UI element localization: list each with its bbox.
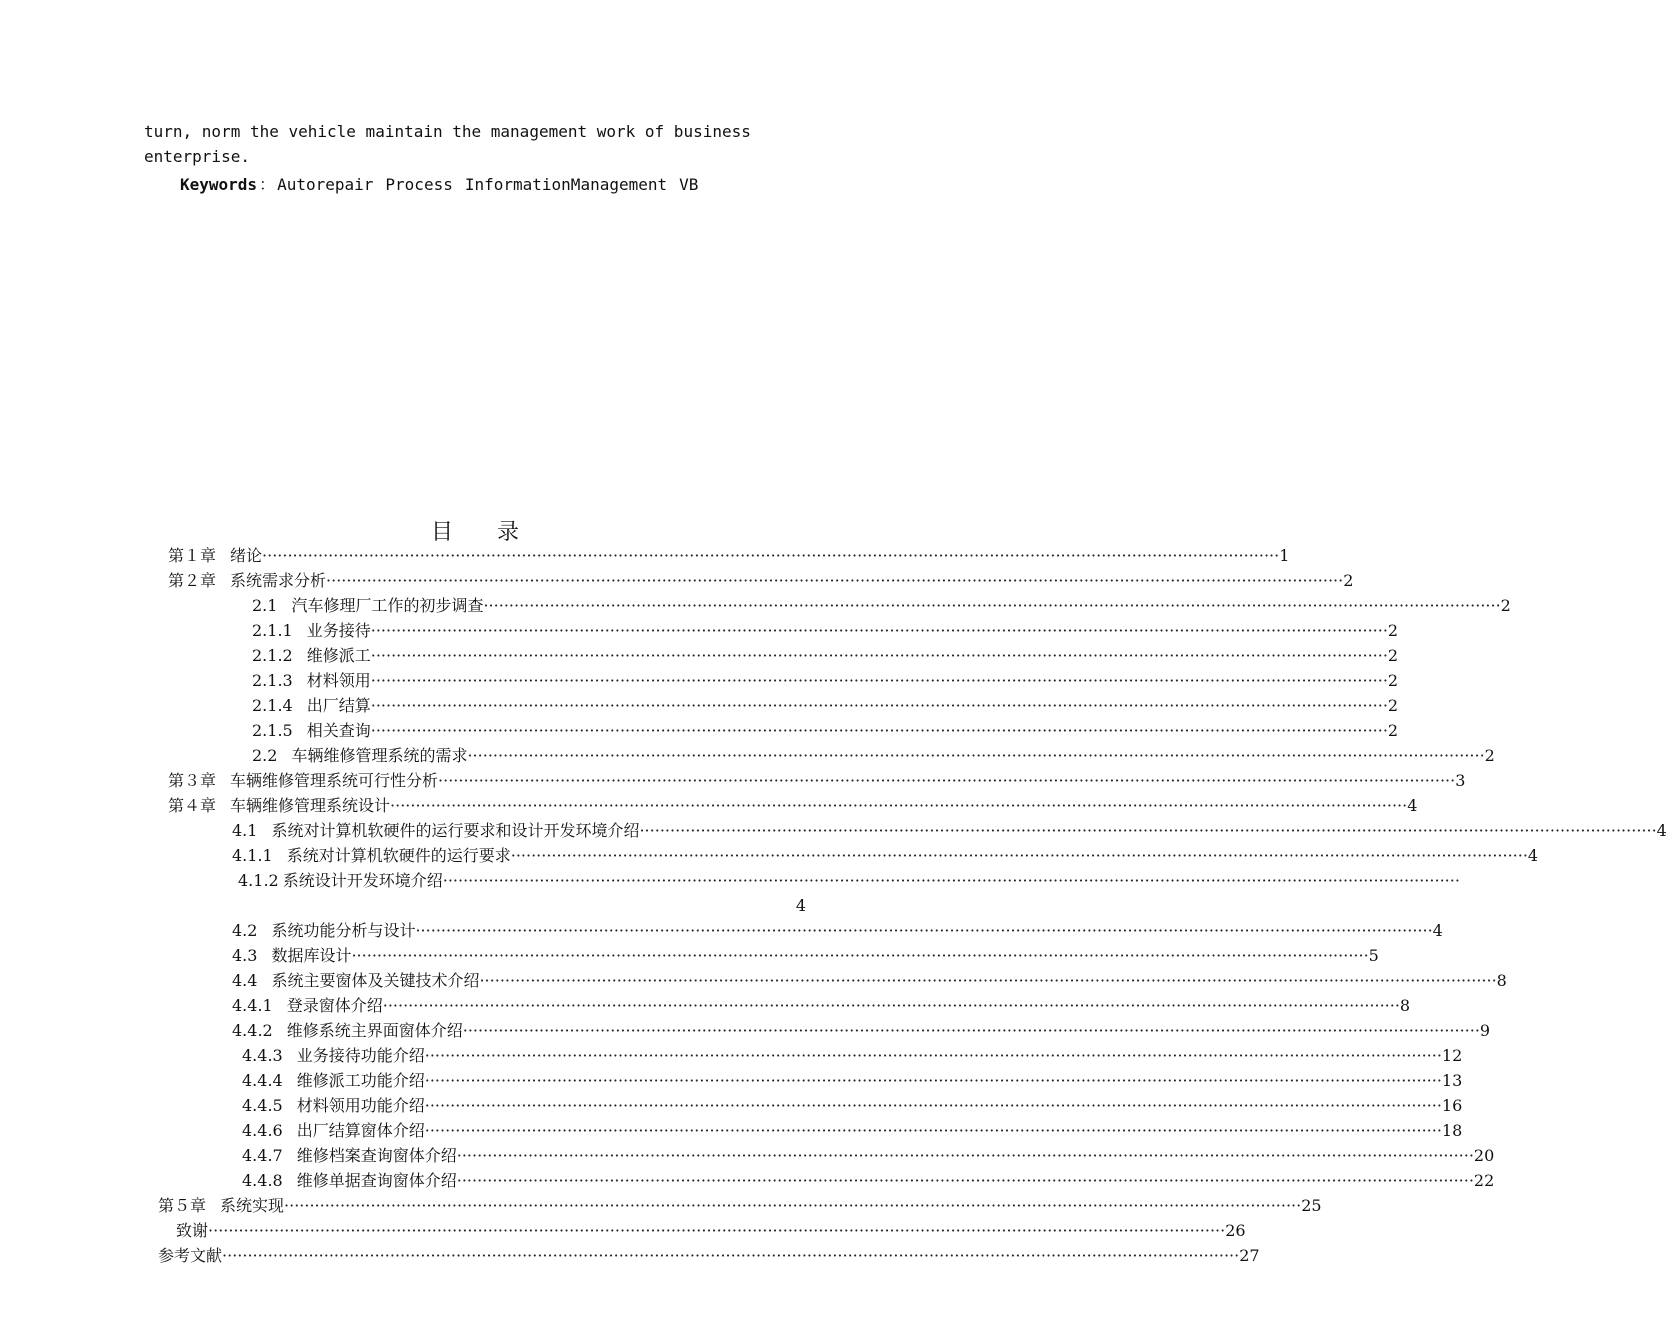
toc-leader-dots: ········································································································································································································ — [639, 821, 1657, 840]
toc-entry[interactable] — [252, 743, 1495, 768]
keywords-separator: ： — [259, 175, 276, 194]
toc-entry-page: 4 — [1432, 921, 1443, 940]
toc-entry-number: 第３章 — [168, 771, 217, 790]
toc-entry[interactable] — [242, 1168, 1495, 1193]
toc-leader-dots: ········································································································································································································ — [510, 846, 1528, 865]
toc-leader-dots: ········································································································································································································ — [390, 796, 1408, 815]
toc-entry-page: 16 — [1441, 1096, 1463, 1115]
toc-entry[interactable] — [158, 1243, 1260, 1268]
toc-entry-number: 第１章 — [168, 546, 217, 565]
toc-entry-page: 12 — [1441, 1046, 1463, 1065]
toc-entry[interactable] — [242, 1068, 1463, 1093]
toc-entry-title: 登录窗体介绍 — [286, 996, 383, 1015]
toc-leader-dots: ········································································································································································································ — [479, 971, 1497, 990]
toc-entry-title: 汽车修理厂工作的初步调查 — [291, 596, 484, 615]
toc-title: 目 录 — [430, 520, 519, 545]
toc-entry-title: 参考文献 — [158, 1246, 223, 1265]
toc-leader-dots: ········································································································································································································ — [370, 671, 1388, 690]
toc-entry-page: 2 — [1387, 696, 1399, 715]
toc-entry-page: 2 — [1343, 571, 1354, 590]
toc-entry-page: 2 — [1484, 746, 1495, 765]
toc-entry-number: 4.4.3 — [242, 1046, 283, 1065]
toc-leader-dots: ········································································································································································································ — [262, 546, 1280, 565]
toc-entry[interactable] — [232, 818, 1667, 843]
toc-entry-page: 4 — [795, 896, 806, 915]
toc-leader-dots: ········································································································································································································ — [208, 1221, 1226, 1240]
toc-leader-dots: ········································································································································································································ — [415, 921, 1433, 940]
toc-entry[interactable] — [252, 593, 1511, 618]
toc-entry-number: 2.2 — [252, 746, 278, 765]
toc-entry-title: 维修系统主界面窗体介绍 — [286, 1021, 463, 1040]
toc-entry[interactable] — [232, 1018, 1491, 1043]
toc-entry-number: 第５章 — [158, 1196, 207, 1215]
toc-leader-dots: ········································································································································································································ — [424, 1121, 1442, 1140]
toc-entry-page: 2 — [1387, 721, 1399, 740]
abstract-text-line: turn, norm the vehicle maintain the management work of business — [144, 122, 751, 141]
toc-entry-page: 25 — [1301, 1196, 1322, 1215]
toc-entry-number: 2.1.2 — [252, 646, 293, 665]
toc-entry-page: 1 — [1279, 546, 1290, 565]
toc-entry[interactable] — [238, 868, 1460, 918]
toc-leader-dots: ········································································································································································································ — [456, 1146, 1474, 1165]
toc-leader-dots: ········································································································································································································ — [351, 946, 1369, 965]
toc-entry-number: 2.1.4 — [252, 696, 293, 715]
toc-entry-number: 2.1.3 — [252, 671, 293, 690]
toc-entry-title: 业务接待 — [306, 621, 371, 640]
toc-leader-dots: ········································································································································································································ — [370, 696, 1388, 715]
toc-entry-number: 4.4.7 — [242, 1146, 283, 1165]
toc-leader-dots: ········································································································································································································ — [424, 1046, 1442, 1065]
toc-entry-number: 4.2 — [232, 921, 258, 940]
keyword: InformationManagement — [464, 175, 668, 194]
toc-entry-title: 系统对计算机软硬件的运行要求 — [286, 846, 511, 865]
toc-entry[interactable] — [242, 1043, 1463, 1068]
toc-entry-title: 系统实现 — [220, 1196, 285, 1215]
toc-leader-dots: ········································································································································································································ — [284, 1196, 1302, 1215]
toc-leader-dots: ········································································································································································································ — [370, 721, 1388, 740]
toc-entry-number: 4.3 — [232, 946, 258, 965]
toc-entry-title: 系统对计算机软硬件的运行要求和设计开发环境介绍 — [271, 821, 640, 840]
toc-entry-number: 第４章 — [168, 796, 217, 815]
toc-entry-title: 车辆维修管理系统设计 — [230, 796, 391, 815]
toc-leader-dots: ········································································································································································································ — [424, 1096, 1442, 1115]
toc-entry-page: 27 — [1239, 1246, 1260, 1265]
toc-entry-number: 4.4.4 — [242, 1071, 283, 1090]
toc-entry[interactable] — [176, 1218, 1246, 1243]
toc-entry-title: 业务接待功能介绍 — [296, 1046, 425, 1065]
toc-entry[interactable] — [232, 843, 1539, 868]
toc-leader-dots: ········································································································································································································ — [442, 871, 1460, 890]
toc-entry[interactable] — [252, 668, 1399, 693]
toc-entry-page: 2 — [1387, 646, 1399, 665]
toc-leader-dots: ········································································································································································································ — [370, 646, 1388, 665]
toc-leader-dots: ········································································································································································································ — [456, 1171, 1474, 1190]
toc-entry-number: 4.4 — [232, 971, 258, 990]
toc-entry-title: 出厂结算窗体介绍 — [296, 1121, 425, 1140]
toc-entry[interactable] — [252, 643, 1399, 668]
toc-entry-number: 2.1 — [252, 596, 278, 615]
toc-entry-page: 2 — [1387, 621, 1399, 640]
toc-entry-page: 2 — [1500, 596, 1511, 615]
toc-entry[interactable] — [252, 693, 1399, 718]
toc-entry-number: 2.1.1 — [252, 621, 293, 640]
toc-entry[interactable] — [252, 618, 1399, 643]
toc-leader-dots: ········································································································································································································ — [326, 571, 1344, 590]
toc-entry-page: 5 — [1368, 946, 1379, 965]
toc-entry[interactable] — [168, 768, 1466, 793]
toc-entry-number: 4.4.1 — [232, 996, 273, 1015]
toc-entry-title: 系统功能分析与设计 — [271, 921, 416, 940]
toc-leader-dots: ········································································································································································································ — [222, 1246, 1240, 1265]
toc-entry[interactable] — [168, 543, 1290, 568]
toc-entry-page: 8 — [1496, 971, 1507, 990]
toc-entry-number: 4.4.5 — [242, 1096, 283, 1115]
toc-entry-number: 4.1.2 — [238, 871, 279, 890]
keyword: Process — [385, 175, 453, 194]
toc-entry-number: 2.1.5 — [252, 721, 293, 740]
toc-entry-page: 4 — [1527, 846, 1539, 865]
toc-entry-number: 第２章 — [168, 571, 217, 590]
toc-entry-page: 2 — [1387, 671, 1399, 690]
toc-entry-page: 8 — [1399, 996, 1411, 1015]
toc-entry-number: 4.4.6 — [242, 1121, 283, 1140]
toc-entry-title: 相关查询 — [306, 721, 371, 740]
toc-entry-page: 4 — [1656, 821, 1667, 840]
toc-entry[interactable] — [252, 718, 1399, 743]
toc-entry-page: 20 — [1473, 1146, 1495, 1165]
toc-entry[interactable] — [168, 793, 1418, 818]
toc-entry-number: 4.1.1 — [232, 846, 273, 865]
toc-leader-dots: ········································································································································································································ — [467, 746, 1485, 765]
toc-entry-title: 材料领用功能介绍 — [296, 1096, 425, 1115]
toc-entry[interactable] — [232, 918, 1443, 943]
toc-entry-title: 出厂结算 — [306, 696, 371, 715]
toc-entry-page: 13 — [1441, 1071, 1463, 1090]
toc-entry[interactable] — [242, 1093, 1463, 1118]
toc-entry-title: 致谢 — [176, 1221, 209, 1240]
toc-entry[interactable] — [232, 993, 1411, 1018]
toc-entry[interactable] — [158, 1193, 1322, 1218]
toc-entry-title: 维修派工功能介绍 — [296, 1071, 425, 1090]
toc-leader-dots: ········································································································································································································ — [424, 1071, 1442, 1090]
toc-entry-title: 系统需求分析 — [230, 571, 327, 590]
toc-entry-title: 维修派工 — [306, 646, 371, 665]
toc-entry-page: 4 — [1407, 796, 1418, 815]
keywords-label: Keywords — [180, 175, 258, 194]
toc-entry[interactable] — [232, 968, 1507, 993]
toc-leader-dots: ········································································································································································································ — [382, 996, 1400, 1015]
keyword: Autorepair — [277, 175, 374, 194]
toc-entry-title: 系统主要窗体及关键技术介绍 — [271, 971, 480, 990]
toc-entry-title: 车辆维修管理系统的需求 — [291, 746, 468, 765]
toc-entry-page: 18 — [1441, 1121, 1463, 1140]
toc-entry[interactable] — [242, 1118, 1463, 1143]
toc-entry-number: 4.4.2 — [232, 1021, 273, 1040]
toc-entry-title: 车辆维修管理系统可行性分析 — [230, 771, 439, 790]
toc-entry-number: 4.4.8 — [242, 1171, 283, 1190]
toc-entry[interactable] — [242, 1143, 1495, 1168]
toc-entry[interactable] — [232, 943, 1379, 968]
toc-entry-title: 材料领用 — [306, 671, 371, 690]
toc-entry-title: 系统设计开发环境介绍 — [282, 871, 443, 890]
keyword: VB — [679, 175, 699, 194]
toc-leader-dots: ········································································································································································································ — [483, 596, 1501, 615]
toc-entry-title: 维修档案查询窗体介绍 — [296, 1146, 457, 1165]
keywords-line — [180, 172, 710, 195]
toc-entry[interactable] — [168, 568, 1354, 593]
abstract-text-line: enterprise. — [144, 147, 250, 166]
toc-entry-title: 数据库设计 — [271, 946, 352, 965]
toc-entry-title: 绪论 — [230, 546, 263, 565]
toc-entry-number: 4.1 — [232, 821, 258, 840]
toc-entry-page: 3 — [1455, 771, 1466, 790]
toc-leader-dots: ········································································································································································································ — [370, 621, 1388, 640]
toc-leader-dots: ········································································································································································································ — [438, 771, 1456, 790]
toc-entry-page: 22 — [1473, 1171, 1495, 1190]
toc-leader-dots: ········································································································································································································ — [462, 1021, 1480, 1040]
toc-entry-page: 9 — [1479, 1021, 1491, 1040]
toc-entry-page: 26 — [1225, 1221, 1246, 1240]
toc-entry-title: 维修单据查询窗体介绍 — [296, 1171, 457, 1190]
